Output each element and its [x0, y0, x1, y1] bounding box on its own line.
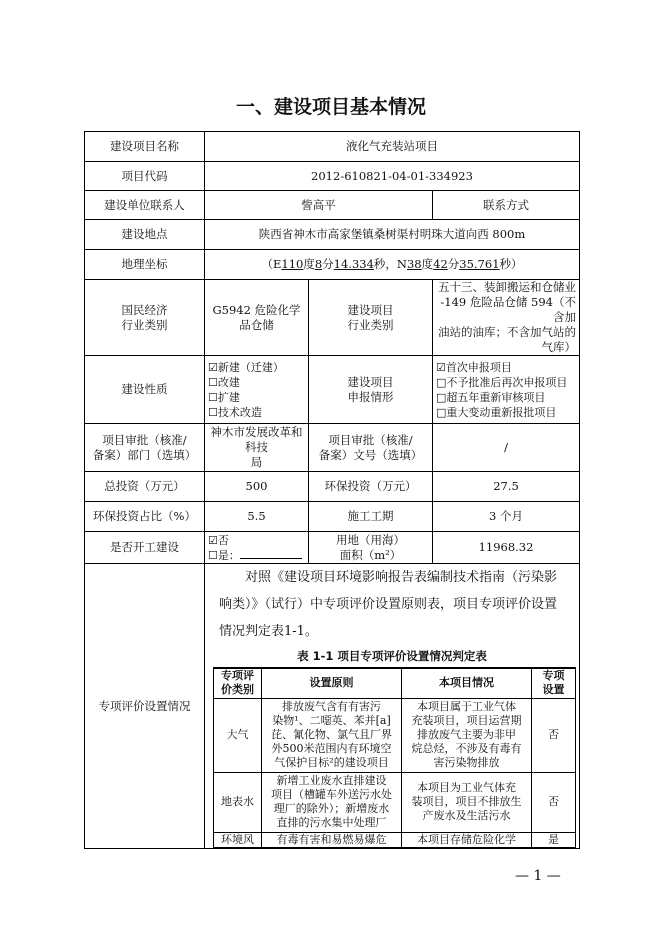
ratio-value: 5.5: [205, 502, 309, 532]
land-label: 用地（用海） 面积（m²）: [309, 532, 433, 564]
row-type: 大气: [214, 698, 262, 772]
approval-dept-value: 神木市发展改革和科技 局: [205, 424, 309, 472]
declare-option-first[interactable]: ☑首次申报项目: [436, 360, 512, 374]
row-situation: 本项目为工业气体充 装项目，项目不排放生 产废水及生活污水: [402, 772, 532, 832]
declare-option-change[interactable]: □重大变动重新报批项目: [436, 405, 557, 419]
env-invest-label: 环保投资（万元）: [309, 472, 433, 502]
invest-value: 500: [205, 472, 309, 502]
table-row: [214, 832, 576, 847]
started-label: 是否开工建设: [85, 532, 205, 564]
declare-option-review[interactable]: □超五年重新审核项目: [436, 390, 546, 404]
coord-value: （E110度8分14.334秒，N38度42分35.761秒）: [205, 250, 580, 280]
row-principle: 有毒有害和易燃易爆危: [262, 832, 402, 847]
land-value: 11968.32: [433, 532, 580, 564]
phone-label: 联系方式: [433, 191, 580, 220]
eval-table-caption: 表 1-1 项目专项评价设置情况判定表: [297, 649, 487, 663]
row-type: 地表水: [214, 772, 262, 832]
started-option-yes[interactable]: ☐是：: [208, 548, 305, 563]
header-type: 专项评 价类别: [214, 668, 262, 698]
contact-label: 建设单位联系人: [85, 191, 205, 220]
coord-label: 地理坐标: [85, 250, 205, 280]
declare-options: [433, 356, 580, 424]
declare-option-resubmit[interactable]: □不予批准后再次申报项目: [436, 375, 568, 389]
row-principle: 新增工业废水直排建设 项目（槽罐车外送污水处 理厂的除外）；新增废水 直排的污水集中处理厂: [262, 772, 402, 832]
page-number: — 1 —: [515, 868, 561, 884]
header-set: 专项 设置: [532, 668, 576, 698]
basic-info-table: [84, 131, 580, 849]
started-option-no[interactable]: ☑否: [208, 533, 229, 547]
started-options: [205, 532, 309, 564]
nature-option-rebuild[interactable]: ☐改建: [208, 375, 240, 389]
row-set: 否: [532, 772, 576, 832]
period-value: 3 个月: [433, 502, 580, 532]
industry-label: 国民经济 行业类别: [85, 280, 205, 356]
code-value: 2012-610821-04-01-334923: [205, 162, 580, 191]
approval-no-value: /: [433, 424, 580, 472]
approval-dept-label: 项目审批（核准/ 备案）部门（选填）: [85, 424, 205, 472]
contact-value: 訾高平: [205, 191, 433, 220]
nature-option-expand[interactable]: ☐扩建: [208, 390, 240, 404]
row-set: 否: [532, 698, 576, 772]
period-label: 施工工期: [309, 502, 433, 532]
nature-option-new[interactable]: ☑新建（迁建）: [208, 360, 284, 374]
nature-options: [205, 356, 309, 424]
code-label: 项目代码: [85, 162, 205, 191]
row-type: 环境风: [214, 832, 262, 847]
nature-option-tech[interactable]: ☐技术改造: [208, 405, 262, 419]
location-value: 陕西省神木市高家堡镇桑树渠村明珠大道向西 800m: [205, 220, 580, 250]
nature-label: 建设性质: [85, 356, 205, 424]
category-value: 五十三、装卸搬运和仓储业 -149 危险品仓储 594（不含加 油站的油库；不含加气站的 气库）: [433, 280, 580, 356]
ratio-label: 环保投资占比（%）: [85, 502, 205, 532]
eval-label: 专项评价设置情况: [85, 564, 205, 849]
category-label: 建设项目 行业类别: [309, 280, 433, 356]
table-row: [214, 772, 576, 832]
table-row: [214, 698, 576, 772]
name-value: 液化气充装站项目: [205, 132, 580, 162]
eval-table: [213, 667, 576, 848]
row-situation: 本项目存储危险化学: [402, 832, 532, 847]
page-title: 一、建设项目基本情况: [235, 96, 426, 118]
invest-label: 总投资（万元）: [85, 472, 205, 502]
row-situation: 本项目属于工业气体 充装项目，项目运营期 排放废气主要为非甲 烷总烃，不涉及有毒有 害污染物排放: [402, 698, 532, 772]
industry-value: G5942 危险化学品仓储: [205, 280, 309, 356]
location-label: 建设地点: [85, 220, 205, 250]
eval-paragraph: 对照《建设项目环境影响报告表编制技术指南（污染影响类）》（试行）中专项评价设置原则表，项目专项评价设置情况判定表1-1。: [219, 570, 558, 639]
header-situation: 本项目情况: [402, 668, 532, 698]
row-set: 是: [532, 832, 576, 847]
env-invest-value: 27.5: [433, 472, 580, 502]
approval-no-label: 项目审批（核准/ 备案）文号（选填）: [309, 424, 433, 472]
header-principle: 设置原则: [262, 668, 402, 698]
declare-label: 建设项目 申报情形: [309, 356, 433, 424]
name-label: 建设项目名称: [85, 132, 205, 162]
eval-content: [205, 564, 580, 849]
row-principle: 排放废气含有有害污 染物¹、二噁英、苯并[a] 芘、氰化物、氯气且厂界 外500米范围内有环境空 气保护目标²的建设项目: [262, 698, 402, 772]
